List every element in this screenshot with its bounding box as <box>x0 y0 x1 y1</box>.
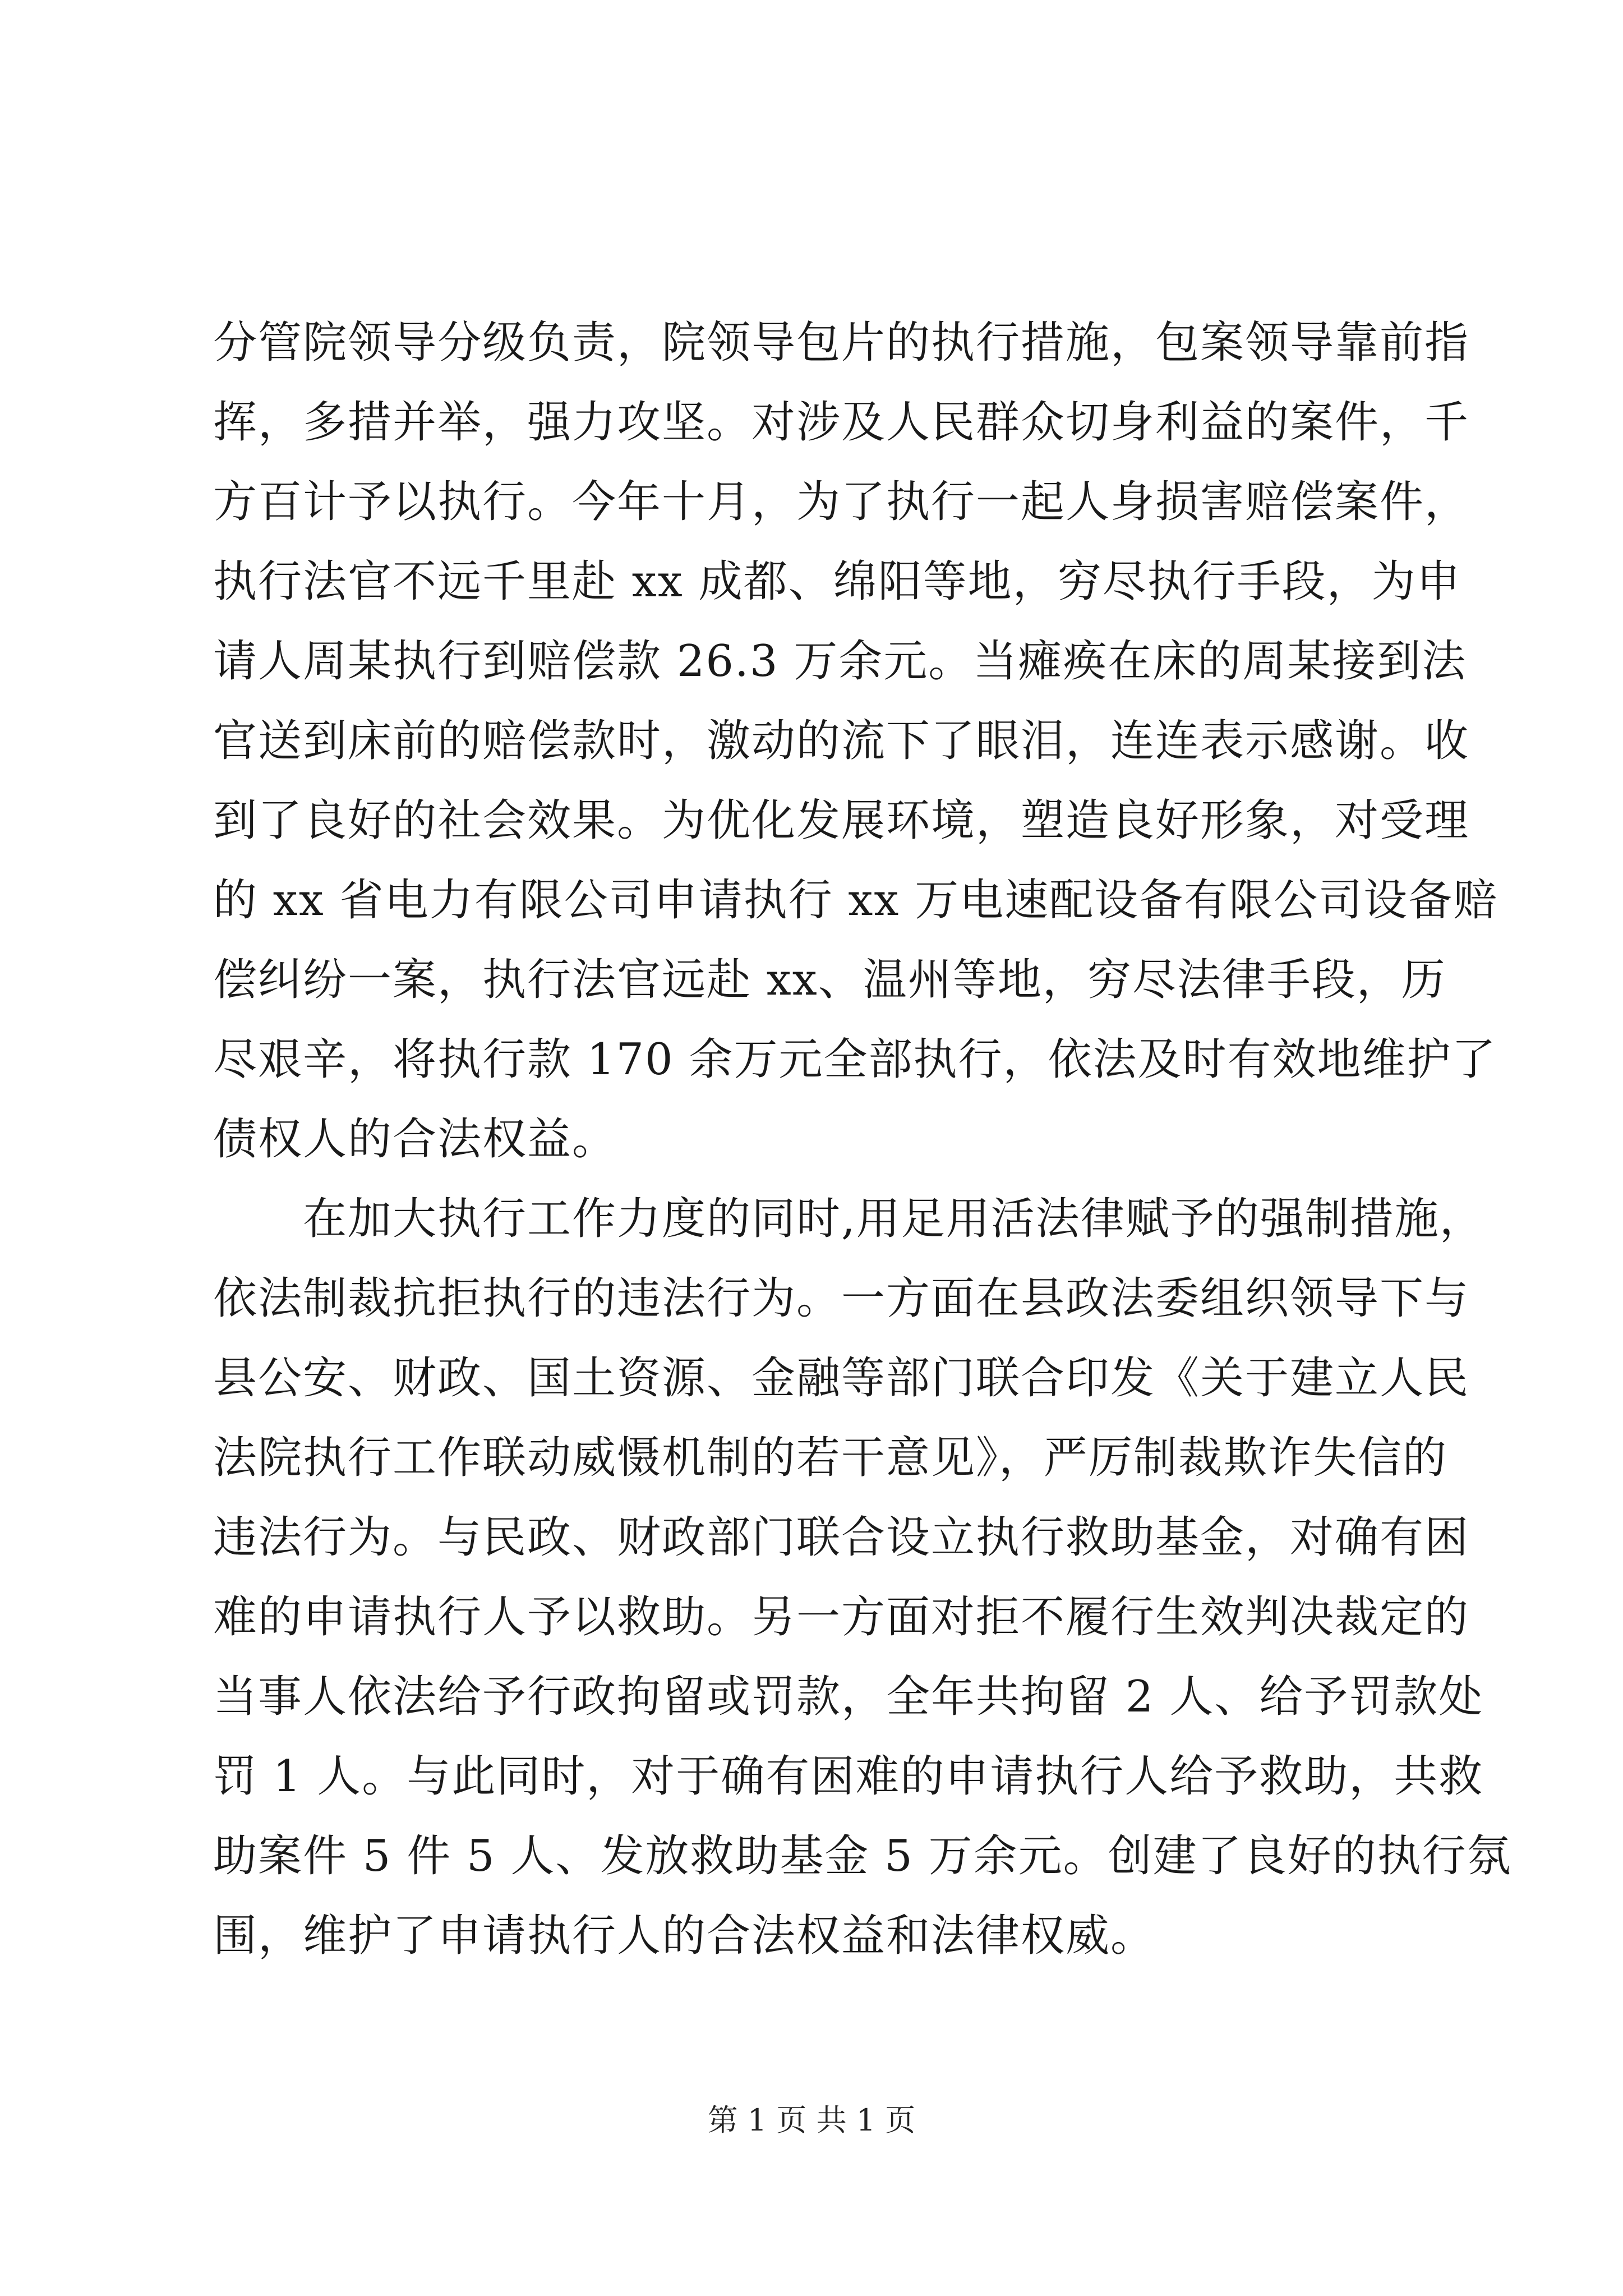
text-line: 依法制裁抗拒执行的违法行为。一方面在县政法委组织领导下与 <box>213 1273 1470 1324</box>
text-line: 官送到床前的赔偿款时，激动的流下了眼泪，连连表示感谢。收 <box>213 716 1470 766</box>
text-line: 罚 1 人。与此同时，对于确有困难的申请执行人给予救助，共救 <box>213 1751 1484 1802</box>
text-line: 挥，多措并举，强力攻坚。对涉及人民群众切身利益的案件，千 <box>213 397 1470 448</box>
text-line: 难的申请执行人予以救助。另一方面对拒不履行生效判决裁定的 <box>213 1592 1470 1642</box>
text-line: 到了良好的社会效果。为优化发展环境，塑造良好形象，对受理 <box>213 795 1470 846</box>
text-line: 尽艰辛，将执行款 170 余万元全部执行，依法及时有效地维护了 <box>213 1034 1497 1085</box>
text-line: 请人周某执行到赔偿款 26.3 万余元。当瘫痪在床的周某接到法 <box>213 636 1467 687</box>
text-line: 违法行为。与民政、财政部门联合设立执行救助基金，对确有困 <box>213 1512 1470 1563</box>
text-line: 偿纠纷一案，执行法官远赴 xx、温州等地，穷尽法律手段，历 <box>213 955 1446 1005</box>
text-line: 法院执行工作联动威慑机制的若干意见》，严厉制裁欺诈失信的 <box>213 1433 1448 1483</box>
text-line: 债权人的合法权益。 <box>213 1114 617 1165</box>
text-line: 助案件 5 件 5 人、发放救助基金 5 万余元。创建了良好的执行氛 <box>213 1831 1512 1881</box>
paragraph-enforcement-cases <box>213 303 1498 1179</box>
text-line: 分管院领导分级负责，院领导包片的执行措施，包案领导靠前指 <box>213 318 1470 368</box>
document-body <box>213 303 1512 1976</box>
text-line: 县公安、财政、国土资源、金融等部门联合印发《关于建立人民 <box>213 1353 1470 1404</box>
page-footer <box>0 2101 1623 2140</box>
paragraph-coercive-measures <box>213 1179 1512 1976</box>
text-line: 方百计予以执行。今年十月，为了执行一起人身损害赔偿案件， <box>213 477 1470 527</box>
text-line: 的 xx 省电力有限公司申请执行 xx 万电速配设备有限公司设备赔 <box>213 875 1498 926</box>
text-line: 执行法官不远千里赴 xx 成都、绵阳等地，穷尽执行手段，为申 <box>213 556 1461 607</box>
page-number: 第 1 页 共 1 页 <box>707 2102 916 2138</box>
text-line: 当事人依法给予行政拘留或罚款，全年共拘留 2 人、给予罚款处 <box>213 1672 1484 1722</box>
text-line: 围，维护了申请执行人的合法权益和法律权威。 <box>213 1911 1156 1961</box>
text-line: 在加大执行工作力度的同时,用足用活法律赋予的强制措施， <box>213 1194 1484 1244</box>
